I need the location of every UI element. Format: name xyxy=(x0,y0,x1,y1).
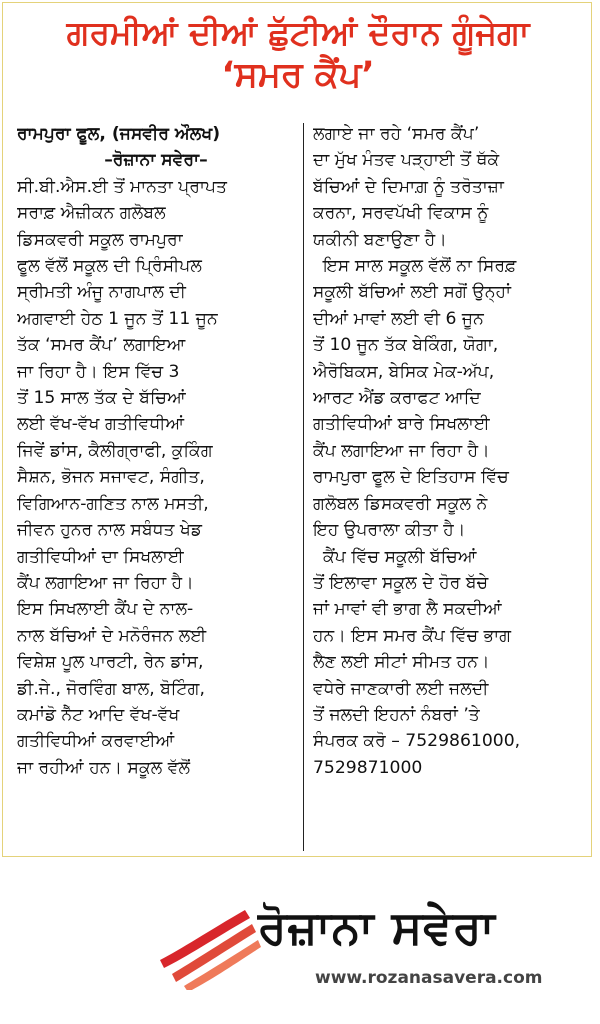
text-line: ਸੈਸ਼ਨ, ਭੋਜਨ ਸਜਾਵਟ, ਸੰਗੀਤ, xyxy=(17,467,205,488)
news-clipping xyxy=(2,2,592,857)
website-url: www.rozanasavera.com xyxy=(315,968,543,988)
swoosh-logo-icon xyxy=(150,890,270,990)
text-line: ਸਰਾਫ਼ ਐਜ਼ੀਕਨ ਗਲੋਬਲ xyxy=(17,203,166,224)
text-line: ਹਨ। ਇਸ ਸਮਰ ਕੈਂਪ ਵਿੱਚ ਭਾਗ xyxy=(313,625,512,646)
text-line: ਜਾਂ ਮਾਵਾਂ ਵੀ ਭਾਗ ਲੈ ਸਕਦੀਆਂ xyxy=(313,599,502,620)
text-line: ਸੰਪਰਕ ਕਰੋ – 7529861000, xyxy=(313,731,521,752)
text-line: ਤੋਂ ਜਲਦੀ ਇਹਨਾਂ ਨੰਬਰਾਂ ’ਤੇ xyxy=(313,704,480,725)
text-line: ਕੈਂਪ ਵਿੱਚ ਸਕੂਲੀ ਬੱਚਿਆਂ xyxy=(323,546,477,567)
text-line: ਇਹ ਉਪਰਾਲਾ ਕੀਤਾ ਹੈ। xyxy=(313,520,466,541)
source-credit: –ਰੋਜ਼ਾਨਾ ਸਵੇਰਾ– xyxy=(104,150,208,171)
text-line: ਯਕੀਨੀ ਬਣਾਉਣਾ ਹੈ। xyxy=(313,229,447,250)
text-line: ਲਈ ਵੱਖ-ਵੱਖ ਗਤੀਵਿਧੀਆਂ xyxy=(17,414,185,435)
text-line: ਵਿਗਿਆਨ-ਗਣਿਤ ਨਾਲ ਮਸਤੀ, xyxy=(17,493,209,514)
text-line: ਫੂਲ ਵੱਲੋਂ ਸਕੂਲ ਦੀ ਪ੍ਰਿੰਸੀਪਲ xyxy=(17,256,203,277)
text-line: ਕਰਨਾ, ਸਰਵਪੱਖੀ ਵਿਕਾਸ ਨੂੰ xyxy=(313,203,489,224)
headline-line-2: ‘ਸਮਰ ਕੈਂਪ’ xyxy=(221,55,375,95)
text-line: 7529871000 xyxy=(313,757,423,778)
column-divider xyxy=(303,123,304,851)
text-line: ਜਾ ਰਿਹਾ ਹੈ। ਇਸ ਵਿੱਚ 3 xyxy=(17,361,180,382)
text-line: ਆਰਟ ਐਂਡ ਕਰਾਫਟ ਆਦਿ xyxy=(313,388,481,409)
left-column-body xyxy=(17,174,295,781)
text-line: ਜਾ ਰਹੀਆਂ ਹਨ। ਸਕੂਲ ਵੱਲੋਂ xyxy=(17,757,191,778)
text-line: ਰਾਮਪੁਰਾ ਫੂਲ ਦੇ ਇਤਿਹਾਸ ਵਿੱਚ xyxy=(313,467,509,488)
text-line: ਸਕੂਲੀ ਬੱਚਿਆਂ ਲਈ ਸਗੋਂ ਉਨ੍ਹਾਂ xyxy=(313,282,511,303)
text-line: ਲੈਣ ਲਈ ਸੀਟਾਂ ਸੀਮਤ ਹਨ। xyxy=(313,652,490,673)
text-line: ਐਰੋਬਿਕਸ, ਬੇਸਿਕ ਮੇਕ-ਅੱਪ, xyxy=(313,361,495,382)
text-line: ਕਮਾਂਡੋ ਨੈੱਟ ਆਦਿ ਵੱਖ-ਵੱਖ xyxy=(17,704,180,725)
text-line: ਵਿਸ਼ੇਸ਼ ਪੂਲ ਪਾਰਟੀ, ਰੇਨ ਡਾਂਸ, xyxy=(17,652,204,673)
text-line: ਦੀਆਂ ਮਾਵਾਂ ਲਈ ਵੀ 6 ਜੂਨ xyxy=(313,308,484,329)
right-column-body xyxy=(313,121,587,781)
text-line: ਤੋਂ ਇਲਾਵਾ ਸਕੂਲ ਦੇ ਹੋਰ ਬੱਚੇ xyxy=(313,572,489,593)
text-line: ਗਤੀਵਿਧੀਆਂ ਕਰਵਾਈਆਂ xyxy=(17,731,175,752)
text-line: ਕੈਂਪ ਲਗਾਇਆ ਜਾ ਰਿਹਾ ਹੈ। xyxy=(313,440,490,461)
headline-line-1: ਗਰਮੀਆਂ ਦੀਆਂ ਛੁੱਟੀਆਂ ਦੌਰਾਨ ਗੂੰਜੇਗਾ xyxy=(66,13,530,52)
text-line: ਡੀ.ਜੇ., ਜੋਰਵਿੰਗ ਬਾਲ, ਬੋਟਿੰਗ, xyxy=(17,678,205,699)
text-line: ਲਗਾਏ ਜਾ ਰਹੇ ‘ਸਮਰ ਕੈਂਪ’ xyxy=(313,124,480,144)
article-column-left xyxy=(17,121,295,781)
text-line: ਡਿਸਕਵਰੀ ਸਕੂਲ ਰਾਮਪੁਰਾ xyxy=(17,229,183,250)
text-line: ਗਤੀਵਿਧੀਆਂ ਬਾਰੇ ਸਿਖਲਾਈ xyxy=(313,414,490,435)
text-line: ਇਸ ਸਾਲ ਸਕੂਲ ਵੱਲੋਂ ਨਾ ਸਿਰਫ਼ xyxy=(323,256,517,277)
text-line: ਗਤੀਵਿਧੀਆਂ ਦਾ ਸਿਖਲਾਈ xyxy=(17,546,184,567)
text-line: ਜੀਵਨ ਹੁਨਰ ਨਾਲ ਸਬੰਧਤ ਖੇਡ xyxy=(17,520,203,541)
text-line: ਅਗਵਾਈ ਹੇਠ 1 ਜੂਨ ਤੋਂ 11 ਜੂਨ xyxy=(17,308,218,329)
text-line: ਨਾਲ ਬੱਚਿਆਂ ਦੇ ਮਨੋਰੰਜਨ ਲਈ xyxy=(17,625,207,646)
text-line: ਦਾ ਮੁੱਖ ਮੰਤਵ ਪੜ੍ਹਾਈ ਤੋਂ ਥੱਕੇ xyxy=(313,150,500,171)
text-line: ਇਸ ਸਿਖਲਾਈ ਕੈਂਪ ਦੇ ਨਾਲ- xyxy=(17,599,194,620)
text-line: ਸ੍ਰੀਮਤੀ ਅੰਜੂ ਨਾਗਪਾਲ ਦੀ xyxy=(17,282,186,303)
text-line: ਸੀ.ਬੀ.ਐਸ.ਈ ਤੋਂ ਮਾਨਤਾ ਪ੍ਰਾਪਤ xyxy=(17,176,228,197)
logo-wordmark: ਰੋਜ਼ਾਨਾ ਸਵੇਰਾ xyxy=(258,900,496,954)
publication-logo xyxy=(150,890,590,1000)
article-column-right xyxy=(313,121,587,781)
text-line: ਬੱਚਿਆਂ ਦੇ ਦਿਮਾਗ਼ ਨੂੰ ਤਰੋਤਾਜ਼ਾ xyxy=(313,176,504,197)
dateline: ਰਾਮਪੁਰਾ ਫੂਲ, (ਜਸਵੀਰ ਔਲਖ) xyxy=(17,124,221,144)
text-line: ਗਲੋਬਲ ਡਿਸਕਵਰੀ ਸਕੂਲ ਨੇ xyxy=(313,493,488,514)
text-line: ਵਧੇਰੇ ਜਾਣਕਾਰੀ ਲਈ ਜਲਦੀ xyxy=(313,678,489,699)
text-line: ਤੋਂ 15 ਸਾਲ ਤੱਕ ਦੇ ਬੱਚਿਆਂ xyxy=(17,388,186,409)
text-line: ਕੈਂਪ ਲਗਾਇਆ ਜਾ ਰਿਹਾ ਹੈ। xyxy=(17,572,194,593)
text-line: ਜਿਵੇਂ ਡਾਂਸ, ਕੈਲੀਗ੍ਰਾਫੀ, ਕੁਕਿੰਗ xyxy=(17,440,213,461)
text-line: ਤੋਂ 10 ਜੂਨ ਤੱਕ ਬੇਕਿੰਗ, ਯੋਗਾ, xyxy=(313,335,499,356)
text-line: ਤੱਕ ‘ਸਮਰ ਕੈਂਪ’ ਲਗਾਇਆ xyxy=(17,335,186,356)
